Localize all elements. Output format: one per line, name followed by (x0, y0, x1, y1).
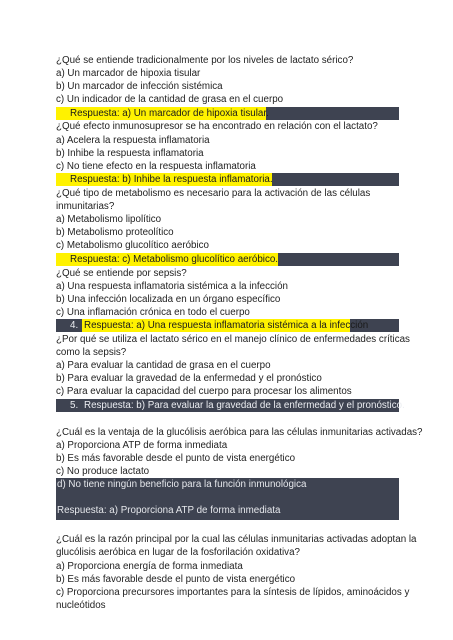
question-6-answer-block (56, 478, 399, 520)
question-7-text-line-1: ¿Cuál es la razón principal por la cual las células inmunitarias activadas adoptan la (56, 534, 417, 546)
question-6-answer: Respuesta: a) Proporciona ATP de forma inmediata (57, 505, 281, 517)
question-6-option-b: b) Es más favorable desde el punto de vista energético (56, 452, 296, 464)
question-1-option-b: b) Un marcador de infección sistémica (56, 81, 223, 93)
question-6-option-c: c) No produce lactato (56, 465, 150, 477)
question-3-text-line-1: ¿Qué tipo de metabolismo es necesario para la activación de las células (56, 187, 371, 199)
answer-block-spacer (56, 491, 399, 504)
question-3-answer-bar (56, 253, 399, 266)
question-4-number: 4. (70, 320, 79, 332)
question-5-option-b: b) Para evaluar la gravedad de la enfermedad y el pronóstico (56, 373, 322, 385)
question-6-option-d: d) No tiene ningún beneficio para la función inmunológica (57, 479, 307, 490)
question-3-text-line-2: inmunitarias? (56, 201, 115, 213)
question-3-option-a: a) Metabolismo lipolítico (56, 214, 162, 226)
question-1-answer-bar (56, 107, 399, 120)
question-4-answer-bar (56, 319, 399, 332)
question-7-option-c-line-1: c) Proporciona precursores importantes para la síntesis de lípidos, aminoácidos y (56, 586, 410, 598)
blank-line (56, 413, 406, 426)
question-1-text: ¿Qué se entiende tradicionalmente por los niveles de lactato sérico? (56, 55, 354, 66)
question-4-option-b: b) Una infección localizada en un órgano específico (56, 293, 281, 305)
question-7-text-line-2: glucólisis aeróbica en lugar de la fosforilación oxidativa? (56, 547, 300, 559)
question-5-text-line-2: como la sepsis? (56, 347, 127, 359)
question-5-number: 5. (70, 399, 79, 411)
question-3-answer: Respuesta: c) Metabolismo glucolítico aeróbico. (70, 253, 279, 265)
question-5-option-c: c) Para evaluar la capacidad del cuerpo para procesar los alimentos (56, 386, 352, 398)
question-2-answer-bar (56, 173, 399, 186)
question-2-answer: Respuesta: b) Inhibe la respuesta inflamatoria. (70, 174, 273, 186)
question-6-option-a: a) Proporciona ATP de forma inmediata (56, 439, 228, 451)
question-4-answer: Respuesta: a) Una respuesta inflamatoria sistémica a la infección (84, 320, 369, 332)
question-5-answer: Respuesta: b) Para evaluar la gravedad de la enfermedad y el pronóstico. (84, 399, 405, 411)
question-6-text: ¿Cuál es la ventaja de la glucólisis aeróbica para las células inmunitarias activadas? (56, 426, 423, 438)
question-5-text-line-1: ¿Por qué se utiliza el lactato sérico en el manejo clínico de enfermedades críticas (56, 333, 410, 345)
question-1-answer: Respuesta: a) Un marcador de hipoxia tisular. (70, 107, 269, 119)
question-5-option-a: a) Para evaluar la cantidad de grasa en el cuerpo (56, 360, 271, 372)
question-4-option-a: a) Una respuesta inflamatoria sistémica a la infección (56, 280, 288, 292)
question-4-text: ¿Qué se entiende por sepsis? (56, 267, 187, 279)
question-1-option-c: c) Un indicador de la cantidad de grasa en el cuerpo (56, 94, 284, 106)
question-4-option-c: c) Una inflamación crónica en todo el cuerpo (56, 306, 250, 318)
question-2-text: ¿Qué efecto inmunosupresor se ha encontrado en relación con el lactato? (56, 121, 378, 133)
question-3-option-b: b) Metabolismo proteolítico (56, 227, 174, 239)
question-3-option-c: c) Metabolismo glucolítico aeróbico (56, 240, 210, 252)
question-2-option-b: b) Inhibe la respuesta inflamatoria (56, 147, 204, 159)
blank-line (56, 520, 406, 533)
question-7-option-c-line-2: nucleótidos (56, 599, 106, 611)
question-7-option-b: b) Es más favorable desde el punto de vista energético (56, 573, 296, 585)
question-2-option-a: a) Acelera la respuesta inflamatoria (56, 134, 210, 146)
question-7-option-a: a) Proporciona energía de forma inmediata (56, 560, 243, 572)
question-1-option-a: a) Un marcador de hipoxia tisular (56, 68, 201, 80)
document-body (56, 54, 423, 612)
question-2-option-c: c) No tiene efecto en la respuesta inflamatoria (56, 160, 256, 172)
question-5-answer-bar (56, 399, 405, 412)
